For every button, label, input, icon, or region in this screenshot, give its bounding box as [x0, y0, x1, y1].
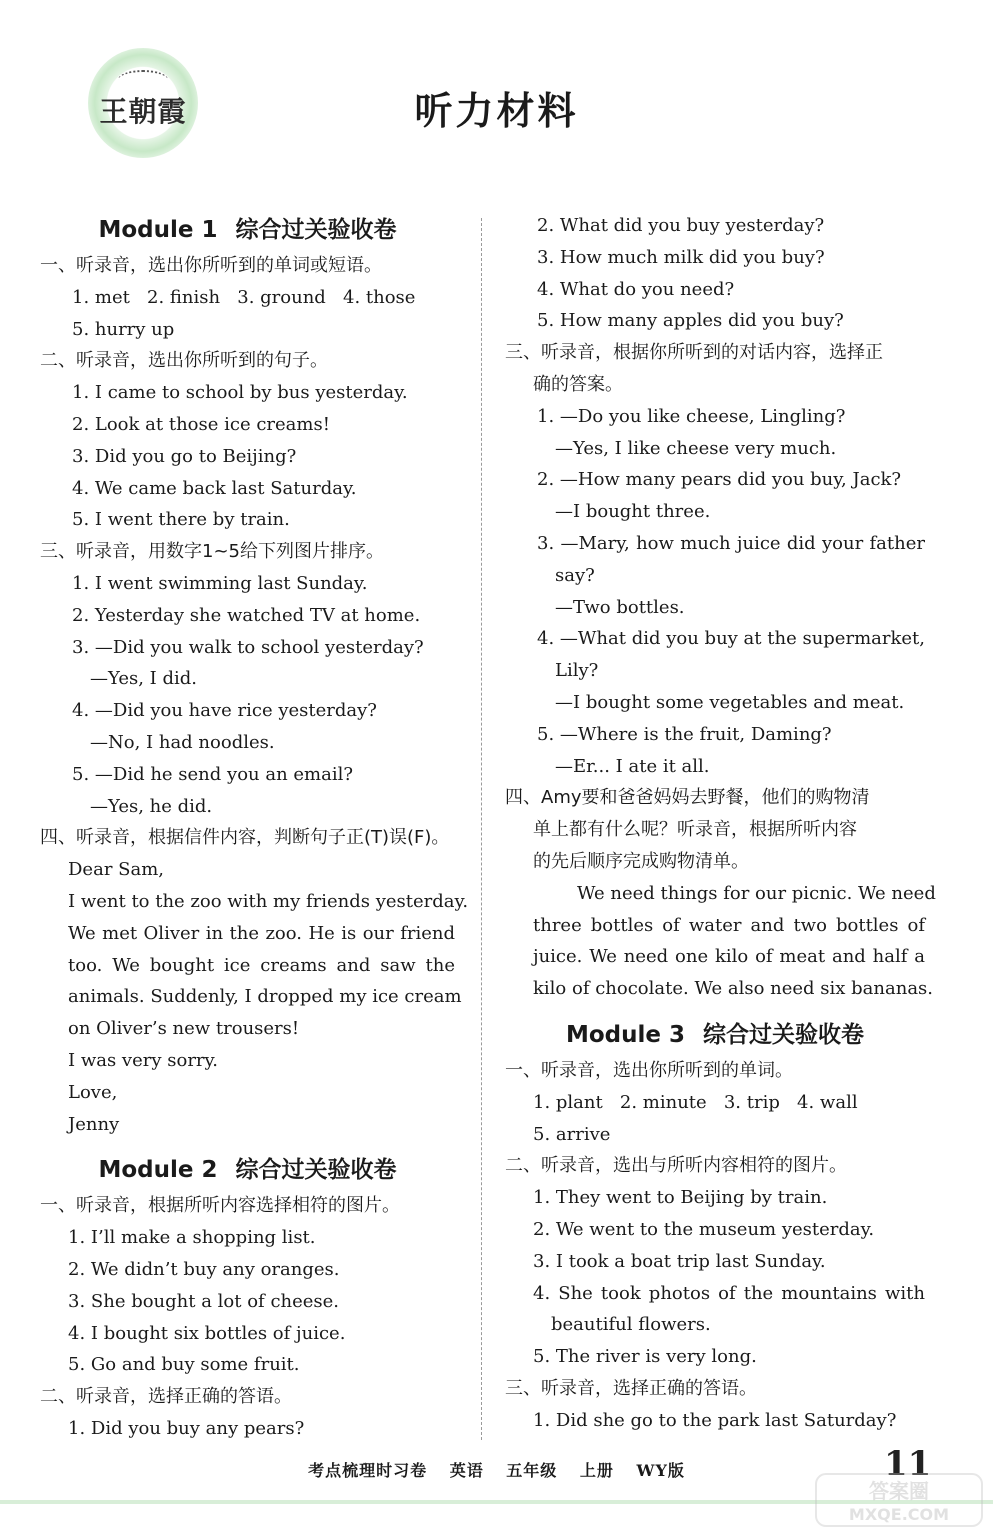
- list-item: 2. What did you buy yesterday?: [537, 215, 825, 236]
- list-item: beautiful flowers.: [551, 1314, 711, 1336]
- m2-section-3-title: 三、听录音，根据你所听到的对话内容，选择正: [505, 342, 883, 364]
- module-2-heading: [40, 1150, 455, 1190]
- list-item: —I bought some vegetables and meat.: [555, 691, 905, 713]
- list-item: —I bought three.: [555, 501, 711, 523]
- module-3-heading: [505, 1015, 925, 1055]
- passage-line: juice. We need one kilo of meat and half a: [533, 946, 925, 968]
- list-item: 4. —What did you buy at the supermarket,: [537, 628, 925, 650]
- list-item: 1. —Do you like cheese, Lingling?: [537, 405, 846, 427]
- list-item: —Yes, I did.: [90, 668, 198, 690]
- m1-section-2-title: 二、听录音，选出你所听到的句子。: [40, 350, 328, 372]
- letter-closing: Love,: [68, 1081, 118, 1103]
- list-item: 3. I took a boat trip last Sunday.: [533, 1250, 826, 1272]
- m3-s1-line-2: 5. arrive: [533, 1123, 611, 1145]
- page-title: 听力材料: [414, 89, 579, 133]
- letter-line: animals. Suddenly, I dropped my ice cream: [68, 986, 462, 1008]
- list-item: —No, I had noodles.: [90, 731, 275, 753]
- m1-section-1-title: 一、听录音，选出你所听到的单词或短语。: [40, 255, 382, 276]
- module-1-subtitle: 综合过关验收卷: [235, 217, 397, 243]
- list-item: 4. I bought six bottles of juice.: [68, 1322, 346, 1344]
- module-3-subtitle: 综合过关验收卷: [703, 1021, 865, 1048]
- list-item: 2. Yesterday she watched TV at home.: [72, 604, 421, 626]
- list-item: 1. I went swimming last Sunday.: [72, 572, 368, 594]
- m1-section-3-title: 三、听录音，用数字1~5给下列图片排序。: [40, 541, 384, 563]
- list-item: —Two bottles.: [555, 596, 685, 618]
- watermark-logo: [814, 1470, 984, 1530]
- m2-section-3-title-cont: 确的答案。: [533, 373, 623, 395]
- m1-s1-line-1: 1. met 2. finish 3. ground 4. those: [72, 286, 416, 308]
- list-item: say?: [555, 564, 595, 586]
- letter-line: too. We bought ice creams and saw the: [68, 954, 455, 976]
- passage-line: We need things for our picnic. We need: [577, 882, 936, 904]
- list-item: 1. I’ll make a shopping list.: [68, 1227, 316, 1249]
- footer-subject: 英语: [449, 1461, 484, 1480]
- list-item: 3. She bought a lot of cheese.: [68, 1290, 340, 1312]
- left-column: [40, 210, 469, 1445]
- right-column: [505, 210, 936, 1436]
- list-item: 3. —Did you walk to school yesterday?: [72, 636, 424, 658]
- list-item: 5. How many apples did you buy?: [537, 310, 844, 332]
- list-item: —Yes, he did.: [90, 795, 213, 817]
- passage-line: kilo of chocolate. We also need six bananas.: [533, 978, 934, 1000]
- logo-text: 王朝霞: [99, 95, 187, 128]
- m3-s1-line-1: 1. plant 2. minute 3. trip 4. wall: [533, 1091, 858, 1113]
- footer-book-title: 考点梳理时习卷: [308, 1461, 428, 1480]
- list-item: 2. We went to the museum yesterday.: [533, 1218, 875, 1240]
- letter-signature: Jenny: [68, 1113, 120, 1135]
- letter-line: on Oliver’s new trousers!: [68, 1018, 300, 1040]
- list-item: 2. —How many pears did you buy, Jack?: [537, 469, 902, 491]
- m3-section-1-title: 一、听录音，选出你所听到的单词。: [505, 1059, 793, 1081]
- list-item: 3. —Mary, how much juice did your father: [537, 532, 925, 554]
- list-item: 5. I went there by train.: [72, 509, 290, 531]
- m2-section-4-title: 四、Amy要和爸爸妈妈去野餐，他们的购物清: [505, 787, 870, 809]
- module-1-name: Module 1: [98, 217, 218, 243]
- list-item: 5. —Where is the fruit, Daming?: [537, 723, 832, 745]
- list-item: 1. Did you buy any pears?: [68, 1417, 305, 1439]
- module-1-heading: [40, 210, 455, 250]
- list-item: Lily?: [555, 660, 599, 682]
- column-divider: [481, 218, 482, 1440]
- m2-section-2-title: 二、听录音，选择正确的答语。: [40, 1386, 292, 1408]
- letter-greeting: Dear Sam,: [68, 859, 164, 881]
- footer-edition: WY版: [636, 1461, 685, 1480]
- list-item: 1. Did she go to the park last Saturday?: [533, 1409, 897, 1431]
- list-item: 1. I came to school by bus yesterday.: [72, 382, 408, 404]
- list-item: 5. The river is very long.: [533, 1346, 757, 1368]
- list-item: 3. How much milk did you buy?: [537, 246, 825, 268]
- page-number: 11: [884, 1444, 932, 1484]
- list-item: —Er... I ate it all.: [555, 755, 710, 777]
- list-item: 1. They went to Beijing by train.: [533, 1187, 828, 1209]
- footer-grade: 五年级: [506, 1461, 558, 1480]
- list-item: —Yes, I like cheese very much.: [555, 437, 837, 459]
- svg-text:答案圈: 答案圈: [869, 1479, 929, 1503]
- list-item: 3. Did you go to Beijing?: [72, 445, 297, 467]
- m3-section-3-title: 三、听录音，选择正确的答语。: [505, 1377, 757, 1399]
- list-item: 2. Look at those ice creams!: [72, 413, 330, 435]
- m1-section-4-title: 四、听录音，根据信件内容，判断句子正(T)误(F)。: [40, 827, 450, 849]
- list-item: 4. We came back last Saturday.: [72, 477, 357, 499]
- list-item: 4. What do you need?: [537, 278, 735, 300]
- letter-line: I went to the zoo with my friends yesterday.: [68, 890, 469, 912]
- letter-line: We met Oliver in the zoo. He is our friend: [68, 922, 455, 944]
- list-item: 4. She took photos of the mountains with: [533, 1282, 925, 1304]
- module-3-name: Module 3: [565, 1021, 686, 1048]
- letter-line: I was very sorry.: [68, 1049, 219, 1071]
- m2-section-1-title: 一、听录音，根据所听内容选择相符的图片。: [40, 1195, 400, 1217]
- list-item: 4. —Did you have rice yesterday?: [72, 700, 377, 722]
- list-item: 2. We didn’t buy any oranges.: [68, 1258, 340, 1280]
- m2-section-4-title-cont: 单上都有什么呢？听录音，根据所听内容: [533, 819, 857, 841]
- footer-volume: 上册: [579, 1461, 614, 1480]
- passage-line: three bottles of water and two bottles of: [533, 914, 925, 936]
- m2-section-4-title-cont: 的先后顺序完成购物清单。: [533, 850, 749, 872]
- svg-text:MXQE.COM: MXQE.COM: [848, 1505, 950, 1524]
- list-item: 5. —Did he send you an email?: [72, 763, 354, 785]
- m3-section-2-title: 二、听录音，选出与所听内容相符的图片。: [505, 1155, 847, 1177]
- list-item: 5. Go and buy some fruit.: [68, 1354, 300, 1376]
- module-2-name: Module 2: [98, 1157, 218, 1184]
- module-2-subtitle: 综合过关验收卷: [235, 1157, 397, 1184]
- m1-s1-line-2: 5. hurry up: [72, 318, 175, 340]
